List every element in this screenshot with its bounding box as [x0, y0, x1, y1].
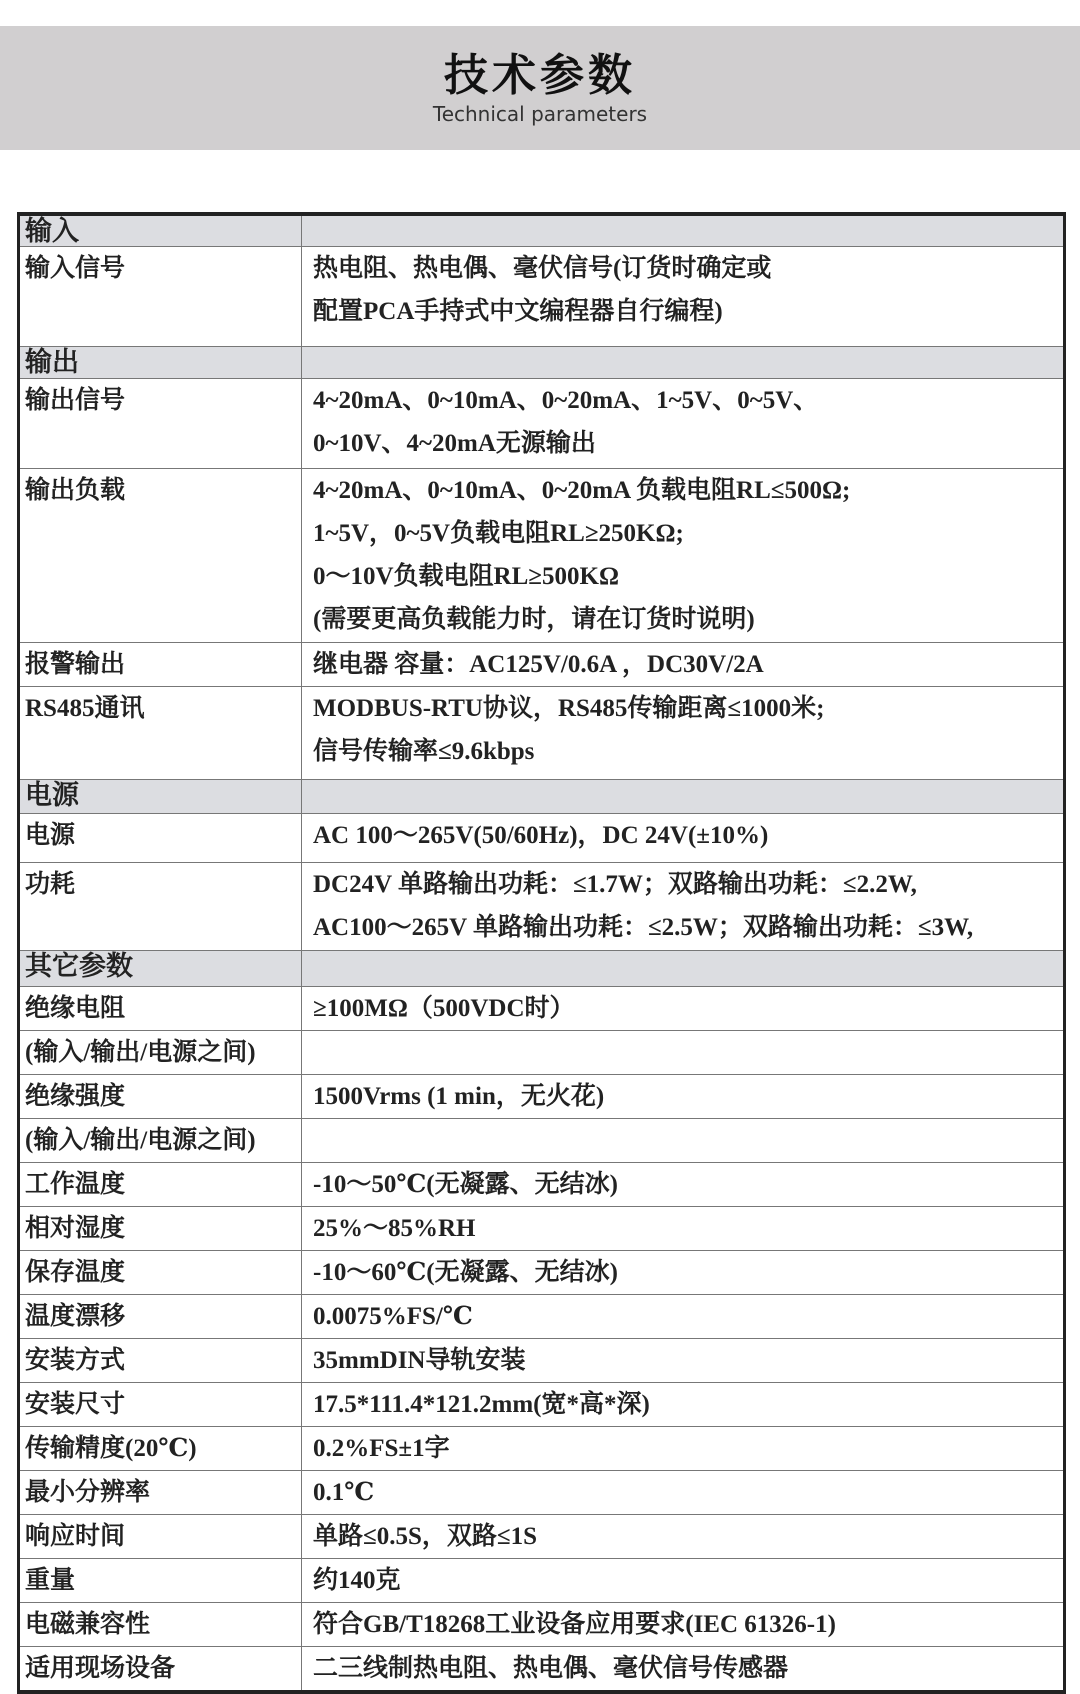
table-row: [19, 687, 1065, 780]
row-label: 输出: [19, 347, 302, 379]
row-label: 输出信号: [19, 379, 302, 469]
row-label: 电磁兼容性: [19, 1603, 302, 1647]
table-row: [19, 1163, 1065, 1207]
row-value: [302, 1163, 1065, 1207]
section-row: [19, 347, 1065, 379]
row-value: [302, 247, 1065, 347]
value-line: DC24V 单路输出功耗：≤1.7W；双路输出功耗：≤2.2W,: [313, 871, 917, 898]
value-line: AC 100～265V(50/60Hz)，DC 24V(±10%): [313, 822, 769, 849]
row-label: 最小分辨率: [19, 1471, 302, 1515]
table-row: [19, 1383, 1065, 1427]
table-row: [19, 1075, 1065, 1119]
row-label: 工作温度: [19, 1163, 302, 1207]
page-title: 技术参数: [444, 50, 636, 101]
row-value: [302, 379, 1065, 469]
value-line: 约140克: [313, 1567, 401, 1594]
value-line: 1500Vrms (1 min，无火花): [313, 1083, 605, 1110]
row-value: [302, 1383, 1065, 1427]
table-row: [19, 987, 1065, 1031]
row-label: 电源: [19, 814, 302, 863]
row-value: [302, 987, 1065, 1031]
table-row: [19, 643, 1065, 687]
row-label: 其它参数: [19, 951, 302, 987]
value-line: 符合GB/T18268工业设备应用要求(IEC 61326-1): [313, 1611, 836, 1638]
row-label: RS485通讯: [19, 687, 302, 780]
table-row: [19, 1207, 1065, 1251]
row-value: [302, 1251, 1065, 1295]
row-label: 绝缘强度: [19, 1075, 302, 1119]
value-line: 25%～85%RH: [313, 1215, 476, 1242]
row-value: [302, 1427, 1065, 1471]
table-row: [19, 1031, 1065, 1075]
table-row: [19, 1427, 1065, 1471]
row-value: [302, 780, 1065, 814]
value-line: 热电阻、热电偶、毫伏信号(订货时确定或: [313, 255, 772, 282]
value-line: 信号传输率≤9.6kbps: [313, 738, 535, 765]
row-value: [302, 814, 1065, 863]
row-label: 电源: [19, 780, 302, 814]
value-line: 35mmDIN导轨安装: [313, 1347, 526, 1374]
row-value: [302, 1339, 1065, 1383]
row-label: 功耗: [19, 863, 302, 951]
row-label: 输入信号: [19, 247, 302, 347]
value-line: 4~20mA、0~10mA、0~20mA、1~5V、0~5V、: [313, 387, 819, 414]
value-line: (需要更高负载能力时，请在订货时说明): [313, 606, 755, 633]
row-value: [302, 469, 1065, 643]
table-row: [19, 814, 1065, 863]
row-value: [302, 863, 1065, 951]
value-line: ≥100MΩ（500VDC时）: [313, 995, 575, 1022]
page-subtitle: Technical parameters: [432, 102, 648, 126]
value-line: 0～10V负载电阻RL≥500KΩ: [313, 563, 619, 590]
value-line: 17.5*111.4*121.2mm(宽*高*深): [313, 1391, 650, 1418]
value-line: -10～60℃(无凝露、无结冰): [313, 1259, 618, 1286]
table-row: [19, 1603, 1065, 1647]
table-row: [19, 247, 1065, 347]
row-value: [302, 1295, 1065, 1339]
value-line: 4~20mA、0~10mA、0~20mA 负载电阻RL≤500Ω;: [313, 477, 851, 504]
value-line: 0.1℃: [313, 1479, 375, 1506]
row-value: [302, 347, 1065, 379]
table-row: [19, 1339, 1065, 1383]
table-row: [19, 863, 1065, 951]
value-line: -10～50℃(无凝露、无结冰): [313, 1171, 618, 1198]
row-label: (输入/输出/电源之间): [19, 1119, 302, 1163]
table-row: [19, 1295, 1065, 1339]
row-label: 输出负载: [19, 469, 302, 643]
value-line: 1~5V，0~5V负载电阻RL≥250KΩ;: [313, 520, 684, 547]
value-line: 0~10V、4~20mA无源输出: [313, 430, 596, 457]
row-value: [302, 1647, 1065, 1693]
row-label: 传输精度(20℃): [19, 1427, 302, 1471]
row-value: [302, 1559, 1065, 1603]
value-line: 配置PCA手持式中文编程器自行编程): [313, 298, 723, 325]
value-line: MODBUS-RTU协议，RS485传输距离≤1000米;: [313, 695, 825, 722]
row-label: 相对湿度: [19, 1207, 302, 1251]
value-line: 单路≤0.5S，双路≤1S: [313, 1523, 537, 1550]
value-line: 继电器 容量：AC125V/0.6A ，DC30V/2A: [313, 651, 764, 678]
value-line: 0.0075%FS/℃: [313, 1303, 473, 1330]
spec-table: [17, 212, 1066, 1694]
row-label: (输入/输出/电源之间): [19, 1031, 302, 1075]
value-line: 0.2%FS±1字: [313, 1435, 450, 1462]
row-value: [302, 214, 1065, 247]
table-row: [19, 1471, 1065, 1515]
section-row: [19, 951, 1065, 987]
table-row: [19, 1515, 1065, 1559]
value-line: 二三线制热电阻、热电偶、毫伏信号传感器: [313, 1655, 789, 1682]
row-label: 安装尺寸: [19, 1383, 302, 1427]
row-label: 响应时间: [19, 1515, 302, 1559]
table-row: [19, 379, 1065, 469]
row-label: 适用现场设备: [19, 1647, 302, 1693]
row-label: 输入: [19, 214, 302, 247]
row-value: [302, 1207, 1065, 1251]
row-label: 报警输出: [19, 643, 302, 687]
row-value: [302, 1075, 1065, 1119]
value-line: AC100～265V 单路输出功耗：≤2.5W；双路输出功耗：≤3W,: [313, 914, 974, 941]
row-value: [302, 951, 1065, 987]
row-label: 重量: [19, 1559, 302, 1603]
row-value: [302, 1515, 1065, 1559]
table-row: [19, 469, 1065, 643]
section-row: [19, 214, 1065, 247]
row-value: [302, 643, 1065, 687]
header-banner: [0, 26, 1080, 150]
table-row: [19, 1647, 1065, 1693]
row-label: 绝缘电阻: [19, 987, 302, 1031]
row-value: [302, 687, 1065, 780]
row-value: [302, 1471, 1065, 1515]
table-row: [19, 1119, 1065, 1163]
section-row: [19, 780, 1065, 814]
table-row: [19, 1559, 1065, 1603]
row-label: 保存温度: [19, 1251, 302, 1295]
row-label: 安装方式: [19, 1339, 302, 1383]
table-row: [19, 1251, 1065, 1295]
row-label: 温度漂移: [19, 1295, 302, 1339]
row-value: [302, 1119, 1065, 1163]
row-value: [302, 1603, 1065, 1647]
row-value: [302, 1031, 1065, 1075]
